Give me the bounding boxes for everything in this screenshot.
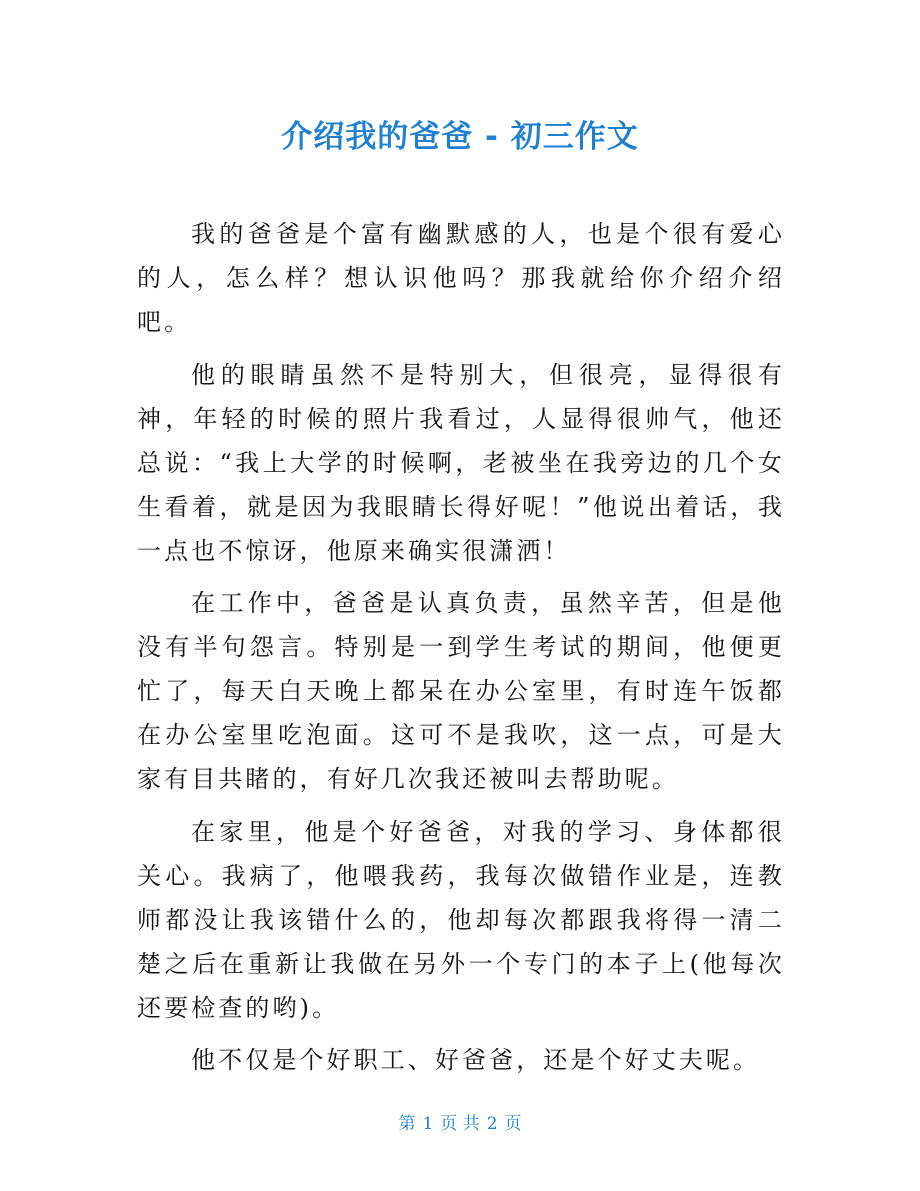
paragraph-5: 他不仅是个好职工、好爸爸，还是个好丈夫呢。 — [191, 1046, 761, 1074]
footer-current-page: 1 — [422, 1114, 434, 1134]
footer-prefix: 第 — [398, 1114, 416, 1134]
paragraph-4: 在家里，他是个好爸爸，对我的学习、身体都很关心。我病了，他喂我药，我每次做错作业是，连教师都没让我该错什么的，他却每次都跟我将得一清二楚之后在重新让我做在另外一个专门的本子上(他每次还要检查的哟)。 — [137, 817, 785, 1022]
footer-middle: 页 共 — [440, 1114, 480, 1134]
footer-total-pages: 2 — [486, 1114, 498, 1134]
document-title: 介绍我的爸爸 - 初三作文 — [281, 119, 639, 155]
paragraph-2: 他的眼睛虽然不是特别大，但很亮，显得很有神，年轻的时候的照片我看过，人显得很帅气，他还总说：“我上大学的时候啊，老被坐在我旁边的几个女生看着，就是因为我眼睛长得好呢！”他说出着话，我一点也不惊讶，他原来确实很潇洒！ — [137, 360, 785, 565]
footer-suffix: 页 — [504, 1114, 522, 1134]
paragraph-3: 在工作中，爸爸是认真负责，虽然辛苦，但是他没有半句怨言。特别是一到学生考试的期间，他便更忙了，每天白天晚上都呆在办公室里，有时连午饭都在办公室里吃泡面。这可不是我吹，这一点，可是大家有目共睹的，有好几次我还被叫去帮助呢。 — [137, 589, 785, 793]
paragraph-1: 我的爸爸是个富有幽默感的人，也是个很有爱心的人，怎么样？想认识他吗？那我就给你介绍介绍吧。 — [137, 220, 785, 336]
page-footer — [0, 1112, 920, 1136]
document-body — [137, 212, 785, 1091]
